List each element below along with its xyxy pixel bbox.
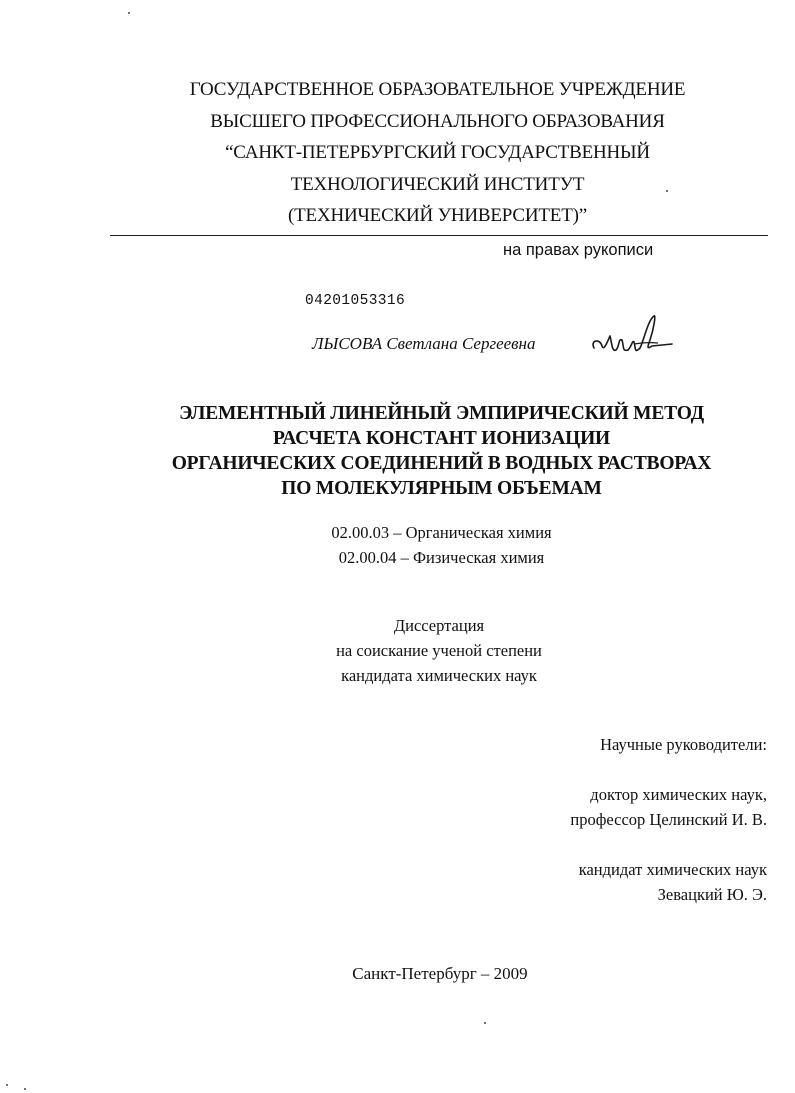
author-signature: [588, 310, 678, 360]
title-line: ЭЛЕМЕНТНЫЙ ЛИНЕЙНЫЙ ЭМПИРИЧЕСКИЙ МЕТОД: [179, 403, 704, 424]
title-line: ОРГАНИЧЕСКИХ СОЕДИНЕНИЙ В ВОДНЫХ РАСТВОРАХ: [171, 453, 712, 474]
specialty-line: 02.00.04 – Физическая химия: [338, 548, 545, 567]
institution-header: [0, 74, 795, 232]
supervisor-2-name: Зевацкий Ю. Э.: [657, 885, 767, 904]
supervisors-block: [570, 732, 767, 907]
scan-speck: [484, 1022, 486, 1024]
scan-speck: [6, 1084, 8, 1086]
manuscript-note: на правах рукописи: [503, 241, 654, 259]
scan-speck: [666, 190, 668, 192]
dissertation-line: на соискание ученой степени: [336, 641, 542, 660]
institution-line: ВЫСШЕГО ПРОФЕССИОНАЛЬНОГО ОБРАЗОВАНИЯ: [210, 110, 665, 132]
institution-line: (ТЕХНИЧЕСКИЙ УНИВЕРСИТЕТ)”: [288, 205, 587, 226]
institution-line: ГОСУДАРСТВЕННОЕ ОБРАЗОВАТЕЛЬНОЕ УЧРЕЖДЕНИЕ: [189, 79, 686, 100]
registration-code: 04201053316: [305, 293, 406, 309]
specialty-line: 02.00.03 – Органическая химия: [331, 523, 552, 542]
dissertation-title: [0, 401, 795, 501]
supervisor-1-degree: доктор химических наук,: [590, 785, 767, 804]
scan-speck: [24, 1088, 26, 1090]
institution-line: “САНКТ-ПЕТЕРБУРГСКИЙ ГОСУДАРСТВЕННЫЙ: [225, 142, 650, 163]
specialties: [0, 520, 795, 570]
scan-speck: [128, 12, 130, 14]
dissertation-type: [0, 613, 795, 688]
supervisor-2-degree: кандидат химических наук: [578, 860, 767, 879]
author-name: ЛЫСОВА Светлана Сергеевна: [312, 334, 536, 353]
place-year: Санкт-Петербург – 2009: [352, 964, 528, 983]
title-line: ПО МОЛЕКУЛЯРНЫМ ОБЪЕМАМ: [281, 478, 602, 499]
dissertation-line: Диссертация: [393, 616, 485, 635]
title-line: РАСЧЕТА КОНСТАНТ ИОНИЗАЦИИ: [272, 428, 611, 449]
dissertation-line: кандидата химических наук: [341, 666, 537, 685]
institution-line: ТЕХНОЛОГИЧЕСКИЙ ИНСТИТУТ: [290, 173, 585, 195]
supervisor-1-name: профессор Целинский И. В.: [570, 810, 767, 829]
supervisors-heading: Научные руководители:: [600, 735, 767, 754]
header-divider: [110, 235, 768, 236]
